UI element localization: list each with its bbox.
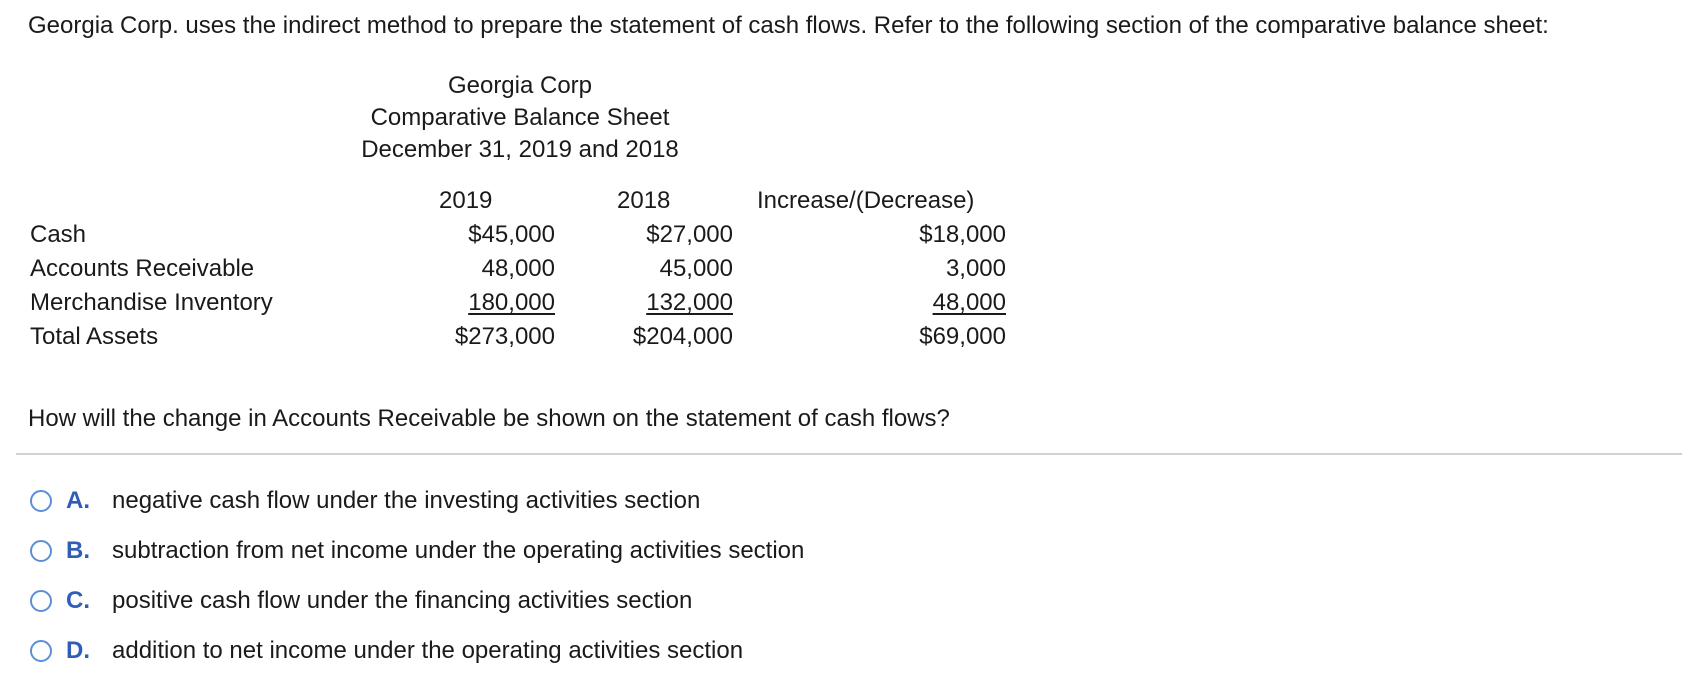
option-letter-d: D. (66, 637, 90, 664)
inventory-2018-value: 132,000 (646, 289, 733, 316)
statement-title: Comparative Balance Sheet (370, 104, 670, 131)
question-text: How will the change in Accounts Receivable be shown on the statement of cash flows? (28, 405, 950, 432)
row-label-merchandise-inventory: Merchandise Inventory (30, 289, 273, 316)
total-2019-value: $273,000 (454, 323, 555, 350)
question-intro-text: Georgia Corp. uses the indirect method to prepare the statement of cash flows. Refer to the following section of the comparative balance sheet: (28, 12, 1549, 39)
option-letter-a: A. (66, 487, 90, 514)
radio-button-b[interactable] (30, 540, 52, 562)
row-label-accounts-receivable: Accounts Receivable (30, 255, 255, 282)
option-text-b: subtraction from net income under the operating activities section (112, 537, 805, 564)
column-header-change: Increase/(Decrease) (757, 187, 975, 214)
inventory-change-value: 48,000 (932, 289, 1006, 316)
column-header-2019: 2019 (439, 187, 493, 214)
option-letter-b: B. (66, 537, 90, 564)
divider (16, 453, 1682, 455)
answer-option-b[interactable] (30, 531, 804, 571)
answer-option-c[interactable] (30, 581, 692, 621)
option-text-d: addition to net income under the operating activities section (112, 637, 744, 664)
company-name: Georgia Corp (447, 72, 593, 99)
row-label-cash: Cash (30, 221, 87, 248)
cash-2018-value: $27,000 (646, 221, 733, 248)
total-2018-value: $204,000 (632, 323, 733, 350)
answer-option-a[interactable] (30, 481, 700, 521)
option-letter-c: C. (66, 587, 90, 614)
answer-option-d[interactable] (30, 631, 743, 671)
inventory-2019-value: 180,000 (468, 289, 555, 316)
radio-button-d[interactable] (30, 640, 52, 662)
total-change-value: $69,000 (919, 323, 1006, 350)
cash-change-value: $18,000 (919, 221, 1006, 248)
balance-sheet-header (310, 70, 730, 166)
row-label-total-assets: Total Assets (30, 323, 159, 350)
radio-button-a[interactable] (30, 490, 52, 512)
column-header-2018: 2018 (617, 187, 671, 214)
statement-date: December 31, 2019 and 2018 (361, 136, 679, 163)
ar-2018-value: 45,000 (659, 255, 733, 282)
cash-2019-value: $45,000 (468, 221, 555, 248)
radio-button-c[interactable] (30, 590, 52, 612)
option-text-a: negative cash flow under the investing activities section (112, 487, 701, 514)
ar-change-value: 3,000 (945, 255, 1006, 282)
ar-2019-value: 48,000 (481, 255, 555, 282)
option-text-c: positive cash flow under the financing activities section (112, 587, 693, 614)
